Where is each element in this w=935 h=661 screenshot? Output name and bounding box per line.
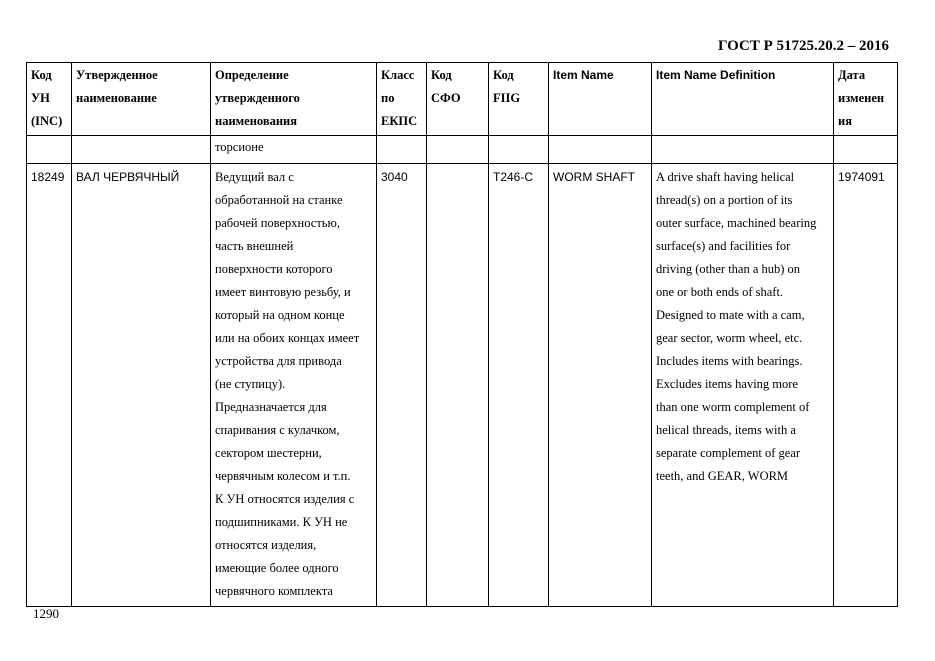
item-name-cell: WORM SHAFT [549,164,652,607]
col-header-date: Дата изменен ия [834,63,898,136]
table-row [27,164,898,607]
page-number: 1290 [33,606,59,621]
definition-continuation: торсионе [211,136,377,164]
col-header-item-name-definition: Item Name Definition [652,63,834,136]
item-definition-cell: A drive shaft having helical thread(s) on a portion of its outer surface, machined bearing surface(s) and facilities for driving (other than a hub) on one or both ends of shaft. Designed to mate with a cam, gear sector, worm wheel, etc. Includes items with bearings. Excludes items having more than one worm complement of helical threads, items with a separate complement of gear teeth, and GEAR, WORM [652,164,834,607]
class-cell: 3040 [377,164,427,607]
header-row [27,63,898,136]
document-code: ГОСТ Р 51725.20.2 – 2016 [717,38,889,54]
col-header-fiig: Код FIIG [489,63,549,136]
fiig-cell: T246-C [489,164,549,607]
col-header-item-name: Item Name [549,63,652,136]
continuation-row [27,136,898,164]
col-header-class: Класс по ЕКПС [377,63,427,136]
classification-table [26,62,898,607]
col-header-definition: Определение утвержденного наименования [211,63,377,136]
col-header-approved-name: Утвержденное наименование [72,63,211,136]
approved-name-cell: ВАЛ ЧЕРВЯЧНЫЙ [72,164,211,607]
date-cell: 1974091 [834,164,898,607]
inc-cell: 18249 [27,164,72,607]
col-header-sfo: Код СФО [427,63,489,136]
sfo-cell [427,164,489,607]
definition-cell: Ведущий вал с обработанной на станке рабочей поверхностью, часть внешней поверхности которого имеет винтовую резьбу, и который на одном конце или на обоих концах имеет устройства для привода (не ступицу). Предназначается для спаривания с кулачком, сектором шестерни, червячным колесом и т.п. К УН относятся изделия с подшипниками. К УН не относятся изделия, имеющие более одного червячного комплекта [211,164,377,607]
col-header-inc: Код УН (INC) [27,63,72,136]
